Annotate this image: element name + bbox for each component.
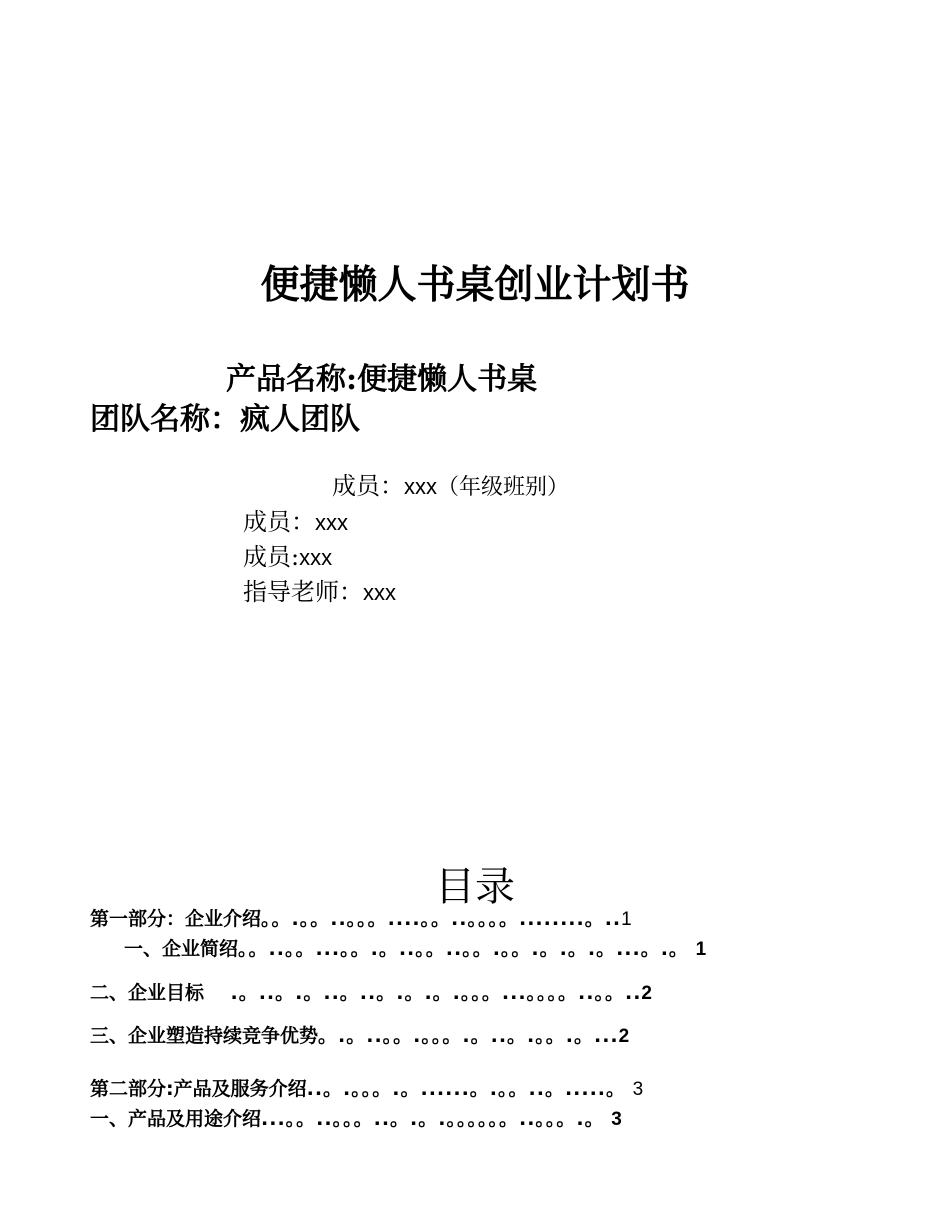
member-line	[332, 466, 569, 501]
toc-entry-text: 第二部分:产品及服务介绍	[90, 1078, 307, 1100]
toc-page-number: 3	[632, 1079, 644, 1100]
toc-page-number: 1	[621, 909, 632, 930]
toc-entry-text: 二、企业目标	[90, 982, 205, 1004]
member-value: xxx	[299, 545, 333, 570]
member-label: 成员：	[243, 508, 315, 536]
advisor-line	[243, 572, 396, 607]
toc-entry[interactable]	[90, 978, 652, 1005]
member-label: 成员：	[332, 472, 404, 500]
advisor-value: xxx	[363, 580, 396, 605]
toc-entry[interactable]	[90, 1104, 622, 1131]
toc-entry[interactable]	[90, 904, 632, 931]
team-name-line: 团队名称：疯人团队	[90, 402, 360, 437]
toc-entry-text: 第一部分：企业介绍	[90, 908, 262, 930]
toc-entry-text: 一、产品及用途介绍	[90, 1108, 262, 1130]
product-name-line: 产品名称:便捷懒人书桌	[226, 362, 538, 397]
toc-leader-dots: ...。。..。。。..。.。.。。。。。。..。。。.。	[261, 1108, 605, 1130]
toc-page-number: 1	[695, 939, 707, 960]
toc-page-number: 3	[611, 1109, 622, 1130]
toc-page-number: 2	[618, 1026, 630, 1047]
member-line	[243, 502, 348, 537]
member-value: xxx	[315, 510, 348, 535]
member-value: xxx（年级班别）	[404, 474, 570, 499]
toc-leader-dots: .。..。.。..。..。.。.。.。。。...。。。。..。。..	[230, 982, 642, 1004]
toc-entry[interactable]	[90, 1074, 643, 1101]
toc-entry[interactable]	[90, 1021, 629, 1048]
member-line	[243, 537, 332, 572]
toc-leader-dots: 。。.。。..。。。....。。..。。。。........。..	[261, 908, 622, 930]
member-label: 成员:	[243, 543, 300, 571]
toc-leader-dots: 。。..。。...。。.。..。。..。。.。。.。.。.。...。.。	[238, 938, 689, 960]
toc-title: 目录	[435, 864, 515, 910]
toc-page-number: 2	[641, 983, 652, 1004]
document-title: 便捷懒人书桌创业计划书	[260, 262, 690, 308]
toc-entry[interactable]	[124, 934, 706, 961]
toc-leader-dots: 。.。..。。.。。。.。..。.。。.。...	[318, 1025, 619, 1047]
toc-entry-text: 一、企业简绍	[124, 938, 239, 960]
advisor-label: 指导老师：	[243, 578, 363, 606]
toc-leader-dots: ..。.。。。.。......。.。。..。.....。	[306, 1078, 627, 1100]
toc-entry-text: 三、企业塑造持续竞争优势	[90, 1025, 319, 1047]
